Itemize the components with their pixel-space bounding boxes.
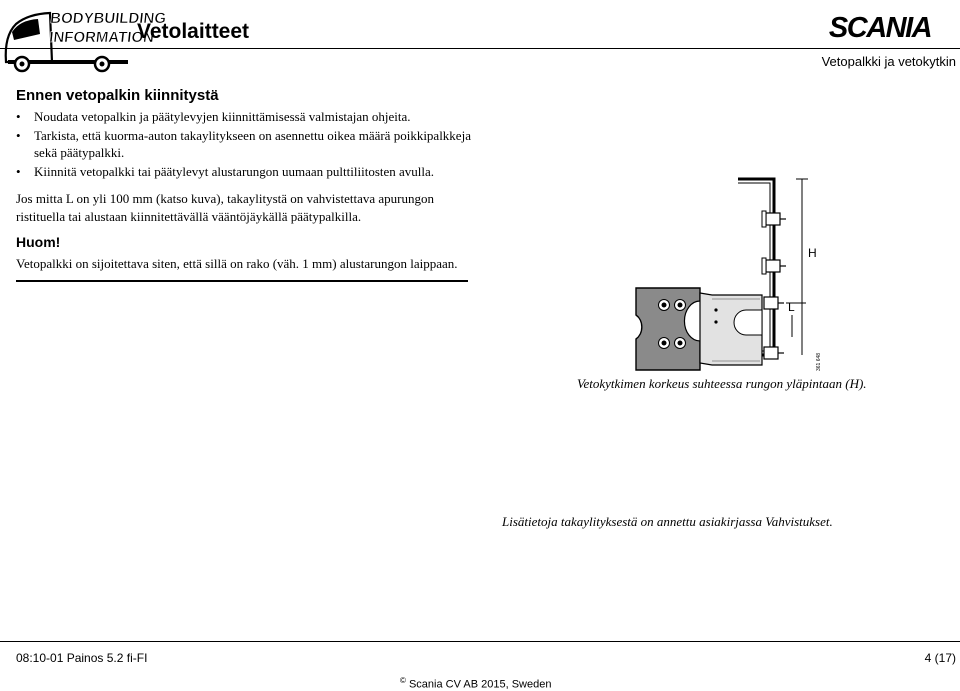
dimension-h-label: H [808, 246, 817, 260]
copyright: © Scania CV AB 2015, Sweden [400, 676, 552, 691]
copyright-icon: © [400, 676, 406, 685]
figure-reference-number: 361 648 [816, 352, 822, 371]
note-label: Huom! [16, 234, 61, 250]
scania-logo [806, 11, 954, 44]
bolt-icon [659, 338, 670, 349]
list-item: • Kiinnitä vetopalkki tai päätylevyt alustarungon uumaan pulttiliitosten avulla. [16, 164, 435, 179]
note-text: Vetopalkki on sijoitettava siten, että sillä on rako (väh. 1 mm) alustarungon laippaan. [16, 256, 458, 271]
bullet-icon: • [16, 109, 21, 124]
page-title: Vetolaitteet [137, 20, 250, 43]
svg-text:INFORMATION: INFORMATION [48, 29, 155, 46]
section-subtitle: Vetopalkki ja vetokytkin [821, 54, 956, 69]
svg-text:BODYBUILDING: BODYBUILDING [49, 10, 167, 27]
figure-caption: Vetokytkimen korkeus suhteessa rungon yläpintaan (H). [577, 376, 867, 391]
body-paragraph: Jos mitta L on yli 100 mm (katso kuva), takaylitystä on vahvistettava apurungon ristituella tai alustaan kiinnitettävällä vääntöjäykällä päätypalkilla. [16, 191, 434, 224]
header-divider [0, 48, 960, 49]
svg-text:SCANIA: SCANIA [828, 12, 932, 44]
section-heading: Ennen vetopalkin kiinnitystä [16, 87, 219, 104]
page-number: 4 (17) [924, 651, 956, 665]
bodybuilding-information-logo [2, 2, 167, 72]
tow-bar-mounting-figure [634, 175, 830, 373]
bolt-icon [764, 297, 784, 309]
bolt-icon [675, 338, 686, 349]
instruction-list [16, 108, 476, 182]
bolt-icon [762, 211, 786, 227]
list-item: • Noudata vetopalkin ja päätylevyjen kiinnittämisessä valmistajan ohjeita. [16, 109, 411, 124]
more-info-note: Lisätietoja takaylityksestä on annettu asiakirjassa Vahvistukset. [502, 514, 833, 529]
list-item: • Tarkista, että kuorma-auton takaylitykseen on asennettu oikea määrä poikkipalkkeja sekä päätypalkki. [16, 128, 471, 160]
note-divider [16, 280, 468, 282]
bolt-icon [675, 300, 686, 311]
footer-divider [0, 641, 960, 642]
bullet-icon: • [16, 128, 21, 143]
bolt-icon [659, 300, 670, 311]
bolt-icon [764, 347, 784, 359]
bolt-icon [762, 258, 786, 274]
bullet-icon: • [16, 164, 21, 179]
dimension-l-label: L [788, 300, 795, 314]
document-edition: 08:10-01 Painos 5.2 fi-FI [16, 651, 148, 665]
